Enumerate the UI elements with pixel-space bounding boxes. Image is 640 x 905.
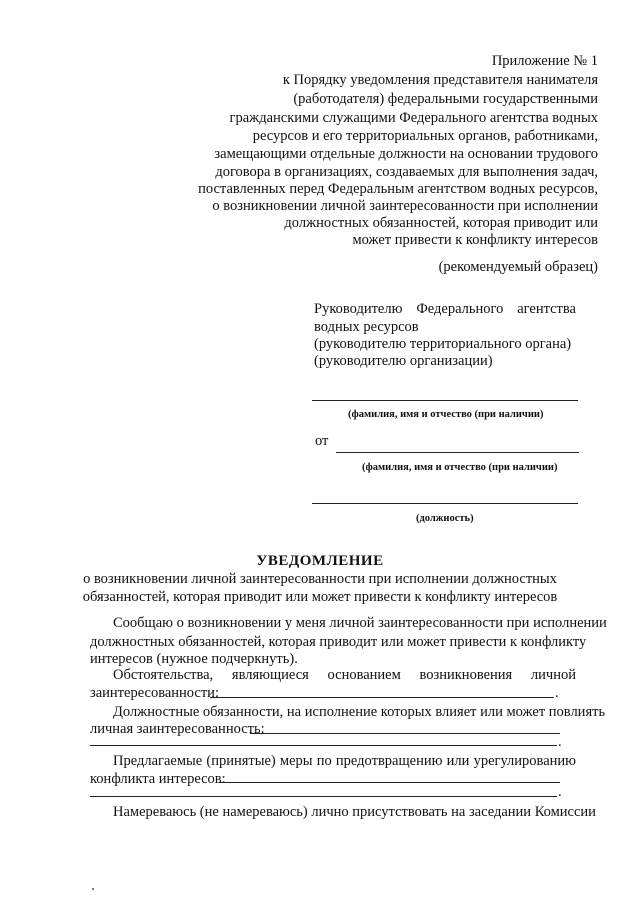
measures-label: конфликта интересов: (90, 771, 226, 787)
notice-title: УВЕДОМЛЕНИЕ (256, 553, 384, 569)
appendix-line: поставленных перед Федеральным агентством водных ресурсов, (198, 181, 598, 197)
appendix-line: замещающими отдельные должности на основании трудового (214, 146, 598, 162)
from-label: от (315, 433, 329, 449)
appendix-line: о возникновении личной заинтересованности при исполнении (212, 198, 598, 214)
body-paragraph-line: Предлагаемые (принятые) меры по предотвращению или урегулированию (113, 753, 576, 769)
appendix-line: может привести к конфликту интересов (352, 232, 598, 248)
appendix-line: гражданскими служащими Федерального агентства водных (229, 110, 598, 126)
notice-subtitle: о возникновении личной заинтересованности при исполнении должностных (83, 571, 557, 587)
body-word: возникновения (419, 667, 513, 683)
sender-position-field[interactable] (312, 503, 578, 504)
appendix-heading: Приложение № 1 (491, 53, 598, 69)
appendix-line: должностных обязанностей, которая приводит или (284, 215, 598, 231)
body-word: являющиеся (231, 667, 309, 683)
addressee-line-4: (руководителю организации) (314, 353, 493, 369)
body-paragraph-line: должностных обязанностей, которая приводит или может привести к конфликту (90, 634, 587, 650)
measures-field-2[interactable] (90, 796, 557, 797)
body-paragraph-line: Намереваюсь (не намереваюсь) лично присутствовать на заседании Комиссии (113, 804, 596, 820)
addressee-word: агентства (517, 301, 576, 317)
circumstances-label: заинтересованности: (90, 685, 219, 701)
addressee-name-caption: (фамилия, имя и отчество (при наличии) (348, 409, 544, 420)
notice-subtitle: обязанностей, которая приводит или может привести к конфликту интересов (82, 589, 558, 605)
duties-label: личная заинтересованность: (90, 721, 265, 737)
appendix-line: к Порядку уведомления представителя нанимателя (282, 72, 598, 88)
appendix-line: (работодателя) федеральными государственными (293, 91, 598, 107)
period: . (558, 784, 562, 800)
sender-name-caption: (фамилия, имя и отчество (при наличии) (362, 462, 558, 473)
sender-position-caption: (должность) (416, 513, 474, 524)
body-paragraph-line: Должностные обязанности, на исполнение которых влияет или может повлиять (113, 704, 606, 720)
addressee-word: Руководителю (314, 301, 403, 317)
sender-name-field[interactable] (336, 452, 579, 453)
period: . (558, 734, 562, 750)
appendix-line: ресурсов и его территориальных органов, работниками, (252, 128, 598, 144)
body-paragraph-line: Сообщаю о возникновении у меня личной заинтересованности при исполнении (113, 615, 607, 631)
sample-note: (рекомендуемый образец) (438, 259, 598, 275)
addressee-line-1 (314, 300, 576, 319)
duties-field[interactable] (250, 733, 560, 734)
scan-speck (92, 888, 94, 890)
appendix-line: договора в организациях, создаваемых для выполнения задач, (215, 164, 598, 180)
measures-field[interactable] (219, 782, 560, 783)
body-word: личной (530, 667, 576, 683)
body-word: основанием (327, 667, 401, 683)
circumstances-line (113, 666, 576, 685)
body-word: Обстоятельства, (113, 667, 214, 683)
period: . (555, 685, 559, 701)
body-paragraph-line: интересов (нужное подчеркнуть). (90, 651, 298, 667)
duties-field-2[interactable] (90, 745, 557, 746)
addressee-word: Федерального (416, 301, 504, 317)
circumstances-field[interactable] (210, 697, 554, 698)
addressee-name-field[interactable] (312, 400, 578, 401)
addressee-line-2: водных ресурсов (314, 319, 419, 335)
addressee-line-3: (руководителю территориального органа) (314, 336, 572, 352)
